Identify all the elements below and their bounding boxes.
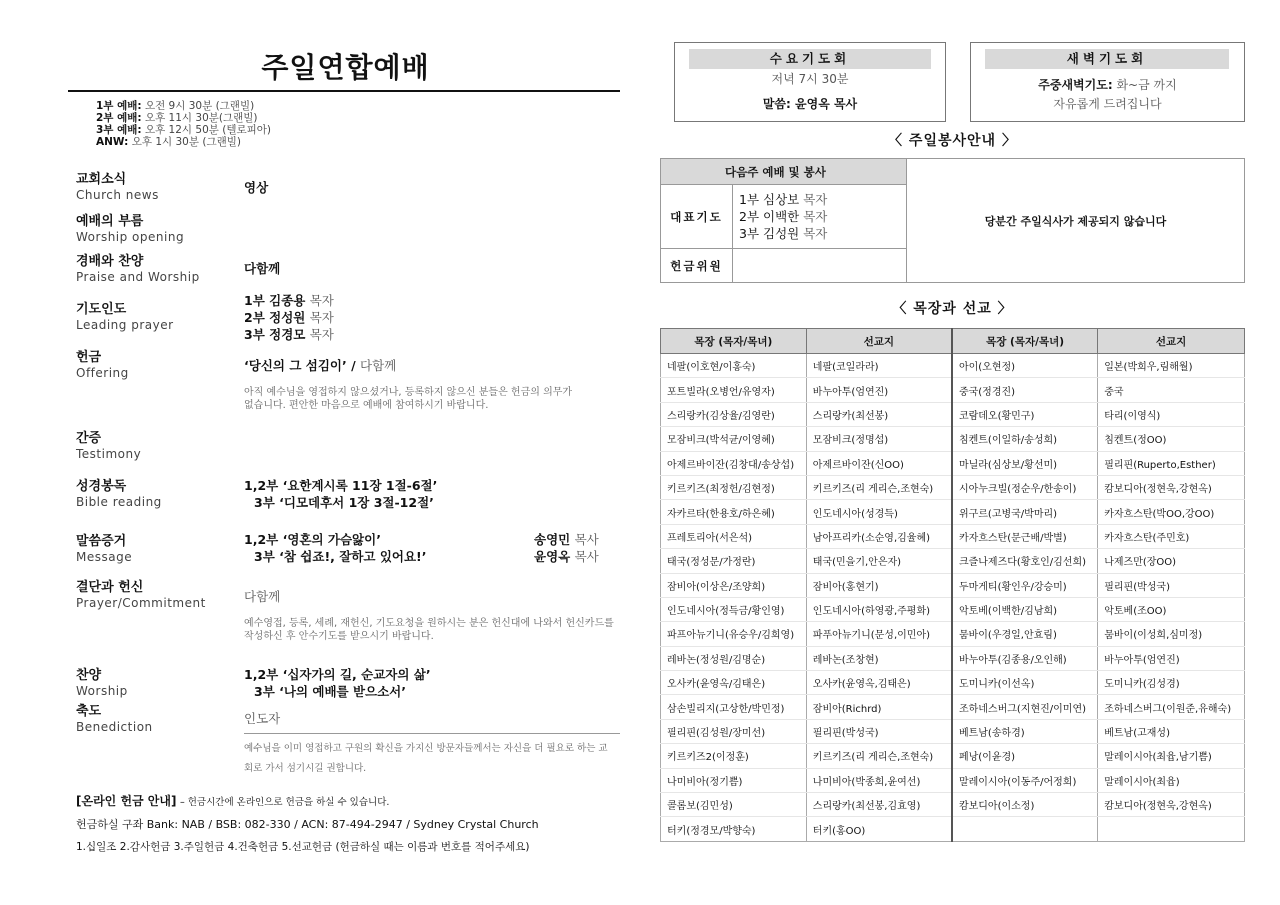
mission-group-cell: 침켄트(이일하/송성희)	[952, 427, 1098, 451]
church-news-content: 영상	[244, 180, 269, 195]
bible-reading-content	[244, 477, 437, 511]
mission-field-cell: 스리랑카(최선봉)	[806, 402, 952, 426]
mission-row	[661, 817, 1245, 841]
mission-group-cell: 키르키즈(최정헌/김현정)	[661, 475, 807, 499]
mission-field-cell: 뭄바이(이성희,심미정)	[1098, 622, 1245, 646]
mission-field-cell: 바누아투(엄연진)	[1098, 646, 1245, 670]
mission-field-cell: 잠비아(Richrd)	[806, 695, 952, 719]
mission-field-cell: 네팔(코일라라)	[806, 354, 952, 378]
mission-table	[660, 328, 1245, 842]
worship-order-page	[68, 38, 623, 898]
mission-row	[661, 549, 1245, 573]
mission-group-cell: 페낭(이윤경)	[952, 744, 1098, 768]
wednesday-prayer-title: 수요기도회	[689, 49, 931, 69]
hymn-content	[244, 666, 431, 700]
mission-heading: 〈 목장과 선교 〉	[892, 301, 1013, 317]
mission-field-cell: 조하네스버그(이원준,유해숙)	[1098, 695, 1245, 719]
prayer-leader-3: 3부 정경모 목자	[244, 327, 334, 342]
mission-group-cell: 캄보디아(이소정)	[952, 793, 1098, 817]
mission-field-cell: 키르키즈(리 게리슨,조현숙)	[806, 475, 952, 499]
mission-group-cell: 악토베(이백한/김남희)	[952, 597, 1098, 621]
mission-field-cell: 키르키즈(리 게리슨,조현숙)	[806, 744, 952, 768]
mission-field-cell: 중국	[1098, 378, 1245, 402]
commitment-note: 예수영접, 등록, 세례, 재헌신, 기도요청을 원하시는 분은 헌신대에 나와서 헌신카드를 작성하신 후 안수기도를 받으시기 바랍니다.	[244, 618, 614, 642]
mission-field-cell: 필리핀(Ruperto,Esther)	[1098, 451, 1245, 475]
order-commitment: 결단과 헌신 Prayer/Commitment	[76, 580, 206, 610]
mission-group-cell: 바누아투(김종용/오인해)	[952, 646, 1098, 670]
dawn-prayer-box	[970, 42, 1245, 122]
mission-row	[661, 475, 1245, 499]
mission-field-cell: 오사카(윤영옥,김태은)	[806, 671, 952, 695]
service-time-2: 2부 예배: 오후 11시 30분(그랜빌)	[96, 112, 258, 124]
mission-field-cell: 도미니카(김성경)	[1098, 671, 1245, 695]
mission-field-cell: 스리랑카(최선봉,김효영)	[806, 793, 952, 817]
mission-group-cell: 삼손빌리지(고상한/박민정)	[661, 695, 807, 719]
preacher-1: 송영민 목사	[534, 532, 599, 547]
mission-row	[661, 402, 1245, 426]
mission-header-group-left: 목장 (목자/목녀)	[661, 329, 807, 354]
mission-field-cell: 베트남(고재성)	[1098, 719, 1245, 743]
mission-row	[661, 597, 1245, 621]
online-giving-types: 1.십일조 2.감사헌금 3.주일헌금 4.건축헌금 5.선교헌금 (헌금하실 때는 이름과 번호를 적어주세요)	[76, 841, 530, 853]
mission-field-cell: 잠비아(홍현기)	[806, 573, 952, 597]
service-time-1: 1부 예배: 오전 9시 30분 (그랜빌)	[96, 100, 255, 112]
wednesday-prayer-time: 저녁 7시 30분	[771, 72, 849, 86]
mission-group-cell: 베트남(송하경)	[952, 719, 1098, 743]
mission-group-cell: 시아누크빌(정순우/한송이)	[952, 475, 1098, 499]
mission-group-cell: 카자흐스탄(문근배/박별)	[952, 524, 1098, 548]
mission-field-cell: 남아프리카(소순영,김율혜)	[806, 524, 952, 548]
mission-group-cell: 위구르(고병국/박마리)	[952, 500, 1098, 524]
mission-field-cell: 말레이시아(최윱)	[1098, 768, 1245, 792]
mission-field-cell: 터키(홍OO)	[806, 817, 952, 841]
prayer-leader-1: 1부 김종용 목자	[244, 293, 334, 308]
mission-row	[661, 451, 1245, 475]
mission-group-cell: 태국(정성문/가정란)	[661, 549, 807, 573]
benediction-divider	[244, 733, 620, 734]
mission-field-cell: 아제르바이잔(신OO)	[806, 451, 952, 475]
meal-notice: 당분간 주일식사가 제공되지 않습니다	[907, 159, 1245, 283]
benediction-note: 예수님을 이미 영접하고 구원의 확신을 가지신 방문자들께서는 자신을 더 필요로 하는 교회로 가서 섬기시길 권합니다.	[244, 743, 608, 774]
message-line-1: 1,2부 ‘영혼의 가슴앓이’	[244, 532, 381, 547]
order-church-news: 교회소식 Church news	[76, 172, 159, 202]
benediction-content: 인도자	[244, 711, 281, 726]
service-table-header: 다음주 예배 및 봉사	[661, 159, 907, 185]
mission-field-cell: 필리핀(박성국)	[1098, 573, 1245, 597]
mission-row	[661, 768, 1245, 792]
order-message: 말씀증거 Message	[76, 534, 133, 564]
mission-field-cell	[1098, 817, 1245, 841]
mission-row	[661, 622, 1245, 646]
mission-group-cell: 코람데오(황민구)	[952, 402, 1098, 426]
mission-group-cell: 크즐나제즈다(황호인/김선희)	[952, 549, 1098, 573]
order-hymn: 찬양 Worship	[76, 668, 128, 698]
order-offering: 헌금 Offering	[76, 350, 129, 380]
mission-field-cell: 바누아투(엄연진)	[806, 378, 952, 402]
mission-field-cell: 타리(이영식)	[1098, 402, 1245, 426]
mission-field-cell: 모잠비크(정명섭)	[806, 427, 952, 451]
service-times	[96, 100, 271, 148]
wednesday-prayer-speaker: 말씀: 윤영옥 목사	[762, 97, 858, 111]
order-leading-prayer: 기도인도 Leading prayer	[76, 302, 174, 332]
mission-field-cell: 카자흐스탄(박OO,강OO)	[1098, 500, 1245, 524]
mission-group-cell: 네팔(이호현/이홍숙)	[661, 354, 807, 378]
service-info-page	[660, 42, 1246, 902]
mission-row	[661, 524, 1245, 548]
mission-group-cell: 도미니카(이선옥)	[952, 671, 1098, 695]
offering-note: 아직 예수님을 영접하지 않으셨거나, 등록하지 않으신 분들은 헌금의 의무가 없습니다. 편안한 마음으로 예배에 참여하시기 바랍니다.	[244, 387, 573, 411]
mission-field-cell: 침켄트(정OO)	[1098, 427, 1245, 451]
mission-group-cell: 파프아뉴기니(유승우/김희영)	[661, 622, 807, 646]
representative-prayer-list	[733, 185, 907, 249]
reading-line-1: 1,2부 ‘요한계시록 11장 1절-6절’	[244, 478, 438, 493]
offering-committee-value	[733, 249, 907, 283]
praise-content: 다함께	[244, 261, 281, 276]
mission-field-cell: 나제즈만(장OO)	[1098, 549, 1245, 573]
message-preachers	[534, 531, 599, 565]
order-testimony: 간증 Testimony	[76, 431, 142, 461]
order-benediction: 축도 Benediction	[76, 704, 153, 734]
title-divider	[68, 90, 620, 92]
commitment-content: 다함께	[244, 589, 281, 604]
hymn-line-1: 1,2부 ‘십자가의 길, 순교자의 삶’	[244, 667, 431, 682]
mission-group-cell: 아제르바이잔(김창대/송상섭)	[661, 451, 807, 475]
wednesday-prayer-box	[674, 42, 946, 122]
mission-group-cell: 말레이시아(이동주/어정희)	[952, 768, 1098, 792]
mission-field-cell: 캄보디아(정현욱,강현옥)	[1098, 793, 1245, 817]
offering-committee-label: 헌금위원	[661, 249, 733, 283]
dawn-prayer-note: 자유롭게 드려집니다	[1053, 97, 1162, 111]
mission-group-cell: 터키(정경모/박향숙)	[661, 817, 807, 841]
mission-field-cell: 나미비아(박종희,윤여선)	[806, 768, 952, 792]
hymn-line-2: 3부 ‘나의 예배를 받으소서’	[254, 684, 407, 699]
mission-field-cell: 캄보디아(정현욱,강현옥)	[1098, 475, 1245, 499]
mission-group-cell: 프레토리아(서은석)	[661, 524, 807, 548]
mission-row	[661, 671, 1245, 695]
mission-group-cell: 두마게티(황인우/강승미)	[952, 573, 1098, 597]
mission-group-cell: 아이(오현정)	[952, 354, 1098, 378]
mission-group-cell: 중국(정경진)	[952, 378, 1098, 402]
message-content	[244, 531, 427, 565]
mission-row	[661, 500, 1245, 524]
order-praise: 경배와 찬양 Praise and Worship	[76, 254, 200, 284]
mission-group-cell: 모잠비크(박석균/이영혜)	[661, 427, 807, 451]
mission-row	[661, 378, 1245, 402]
mission-group-cell: 나미비아(정기쁨)	[661, 768, 807, 792]
mission-group-cell: 필리핀(김성원/장미선)	[661, 719, 807, 743]
prayer-leader-2: 2부 정성원 목자	[244, 310, 334, 325]
dawn-prayer-days: 주중새벽기도: 화~금 까지	[1038, 78, 1177, 92]
rep-prayer-1: 1부 심상보 목자	[739, 192, 828, 207]
mission-group-cell: 키르키즈2(이정훈)	[661, 744, 807, 768]
mission-header-field-left: 선교지	[806, 329, 952, 354]
order-bible-reading: 성경봉독 Bible reading	[76, 479, 162, 509]
online-giving-title-line: [온라인 헌금 안내] – 헌금시간에 온라인으로 헌금을 하실 수 있습니다.	[76, 794, 390, 808]
mission-field-cell: 카자흐스탄(주민호)	[1098, 524, 1245, 548]
mission-field-cell: 말레이시아(최윱,남기쁨)	[1098, 744, 1245, 768]
preacher-2: 윤영옥 목사	[534, 549, 599, 564]
reading-line-2: 3부 ‘디모데후서 1장 3절-12절’	[254, 495, 434, 510]
mission-group-cell: 레바논(정성원/김명순)	[661, 646, 807, 670]
mission-group-cell: 조하네스버그(지현진/이미연)	[952, 695, 1098, 719]
page-title: 주일연합예배	[261, 51, 430, 84]
mission-row	[661, 793, 1245, 817]
mission-field-cell: 필리핀(박성국)	[806, 719, 952, 743]
mission-group-cell: 스리랑카(김상율/김영란)	[661, 402, 807, 426]
mission-header-group-right: 목장 (목자/목녀)	[952, 329, 1098, 354]
sunday-service-heading: 〈 주일봉사안내 〉	[888, 133, 1017, 149]
mission-field-cell: 인도네시아(하영광,주평화)	[806, 597, 952, 621]
mission-row	[661, 719, 1245, 743]
prayer-leaders	[244, 292, 334, 343]
online-giving	[76, 790, 616, 858]
mission-field-cell: 레바논(조창현)	[806, 646, 952, 670]
mission-header-field-right: 선교지	[1098, 329, 1245, 354]
mission-row	[661, 354, 1245, 378]
offering-content: ‘당신의 그 섬김이’ / 다함께	[244, 358, 397, 373]
mission-group-cell: 콜롬보(김민성)	[661, 793, 807, 817]
representative-prayer-label: 대표기도	[661, 185, 733, 249]
message-line-2: 3부 ‘참 쉽죠!, 잘하고 있어요!’	[254, 549, 427, 564]
mission-row	[661, 573, 1245, 597]
mission-group-cell: 오사카(윤영옥/김태은)	[661, 671, 807, 695]
mission-group-cell: 인도네시아(정득금/황인영)	[661, 597, 807, 621]
dawn-prayer-title: 새벽기도회	[985, 49, 1229, 69]
mission-row	[661, 744, 1245, 768]
mission-field-cell: 인도네시아(성경득)	[806, 500, 952, 524]
mission-group-cell	[952, 817, 1098, 841]
mission-row	[661, 427, 1245, 451]
mission-field-cell: 파푸아뉴기니(문성,이민아)	[806, 622, 952, 646]
order-worship-opening: 예배의 부름 Worship opening	[76, 214, 185, 244]
service-time-3: 3부 예배: 오후 12시 50분 (텔로피아)	[96, 124, 272, 136]
mission-table-body	[661, 354, 1245, 842]
mission-group-cell: 잠비아(이상은/조양희)	[661, 573, 807, 597]
mission-group-cell: 포트빌라(오병언/유영자)	[661, 378, 807, 402]
mission-group-cell: 뭄바이(우경일,안효림)	[952, 622, 1098, 646]
mission-field-cell: 악토베(조OO)	[1098, 597, 1245, 621]
mission-group-cell: 자카르타(한용호/하은혜)	[661, 500, 807, 524]
rep-prayer-3: 3부 김성원 목자	[739, 226, 828, 241]
service-time-anw: ANW: 오후 1시 30분 (그랜빌)	[96, 136, 241, 148]
sunday-service-table	[660, 158, 1245, 283]
mission-field-cell: 일본(박희우,림해월)	[1098, 354, 1245, 378]
mission-field-cell: 태국(민을기,안은자)	[806, 549, 952, 573]
online-giving-account: 헌금하실 구좌 Bank: NAB / BSB: 082-330 / ACN: 87-494-2947 / Sydney Crystal Church	[76, 818, 539, 831]
mission-row	[661, 646, 1245, 670]
mission-group-cell: 마닐라(심상보/황선미)	[952, 451, 1098, 475]
mission-row	[661, 695, 1245, 719]
rep-prayer-2: 2부 이백한 목자	[739, 209, 828, 224]
